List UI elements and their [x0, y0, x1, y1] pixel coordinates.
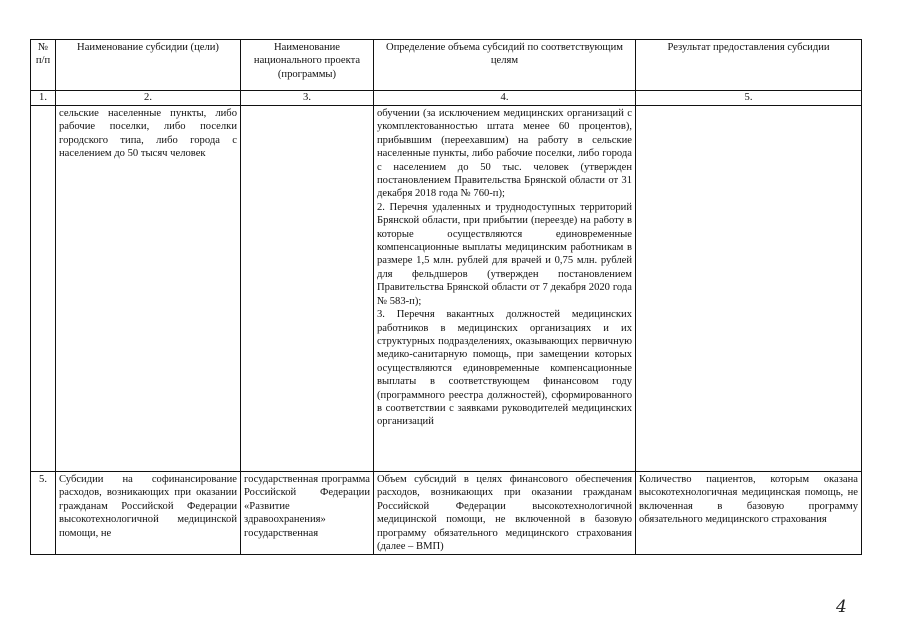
row-5-number: 5.	[31, 472, 56, 555]
column-number-1: 1.	[31, 91, 56, 106]
project-name: государственная программа Российской Федерации «Развитие здравоохранения»	[244, 474, 370, 526]
column-number-4: 4.	[374, 91, 636, 106]
row-cont-project	[241, 106, 374, 472]
volume-paragraph-3: 3. Перечня вакантных должностей медицинских работников в медицинских организациях и их структурных подразделениях, оказывающих первичную медико-санитарную помощь, при замещении которых осуществляются единовременные компенсационные выплаты в соответствующем финансовом году (программного реестра должностей), сформированного в соответствии с заявками руководителей медицинских организаций	[377, 309, 632, 428]
volume-paragraph-1: обучении (за исключением медицинских организаций с укомплектованностью штата менее 60 процентов), прибывшим (переехавшим) на работу в сельские населенные пункты, либо рабочие поселки, либо города с населением до 50 тыс. человек (утвержден постановлением Правительства Брянской области от 31 декабря 2018 года № 760-п);	[377, 108, 632, 200]
column-number-3: 3.	[241, 91, 374, 106]
numbering-row	[31, 91, 862, 106]
volume-paragraph-2: 2. Перечня удаленных и труднодоступных территорий Брянской области, при прибытии (переезде) на работу в которые осуществляются единовременные компенсационные выплаты медицинским работникам в размере 1,5 млн. рублей для врачей и 0,75 млн. рублей для фельдшеров (утвержден постановлением Правительства Брянской области от 7 декабря 2020 года № 583-п);	[377, 201, 632, 307]
row-5-volume-definition: Объем субсидий в целях финансового обеспечения расходов, возникающих при оказании гражданам Российской Федерации высокотехнологичной медицинской помощи, не включенной в базовую программу обязательного медицинского страхования (далее – ВМП)	[374, 472, 636, 555]
page-number: 4	[836, 597, 847, 617]
header-result: Результат предоставления субсидии	[636, 40, 862, 91]
row-cont-result	[636, 106, 862, 472]
project-name-continued: государственная	[244, 527, 319, 539]
header-subsidy-name: Наименование субсидии (цели)	[56, 40, 241, 91]
row-cont-subsidy-name: сельские населенные пункты, либо рабочие поселки, либо поселки городского типа, либо города с населением до 50 тысяч человек	[56, 106, 241, 472]
header-number: № п/п	[31, 40, 56, 91]
header-national-project: Наименование национального проекта (программы)	[241, 40, 374, 91]
table-row	[31, 472, 862, 555]
row-cont-number	[31, 106, 56, 472]
table-row	[31, 106, 862, 472]
column-number-5: 5.	[636, 91, 862, 106]
header-row	[31, 40, 862, 91]
row-5-project	[241, 472, 374, 555]
row-5-result: Количество пациентов, которым оказана высокотехнологичная медицинская помощь, не включенная в базовую программу обязательного медицинского страхования	[636, 472, 862, 555]
row-cont-volume-definition	[374, 106, 636, 472]
subsidy-table	[30, 39, 862, 555]
row-5-subsidy-name: Субсидии на софинансирование расходов, возникающих при оказании гражданам Российской Федерации высокотехнологичной медицинской помощи, не	[56, 472, 241, 555]
column-number-2: 2.	[56, 91, 241, 106]
header-volume-definition: Определение объема субсидий по соответствующим целям	[374, 40, 636, 91]
